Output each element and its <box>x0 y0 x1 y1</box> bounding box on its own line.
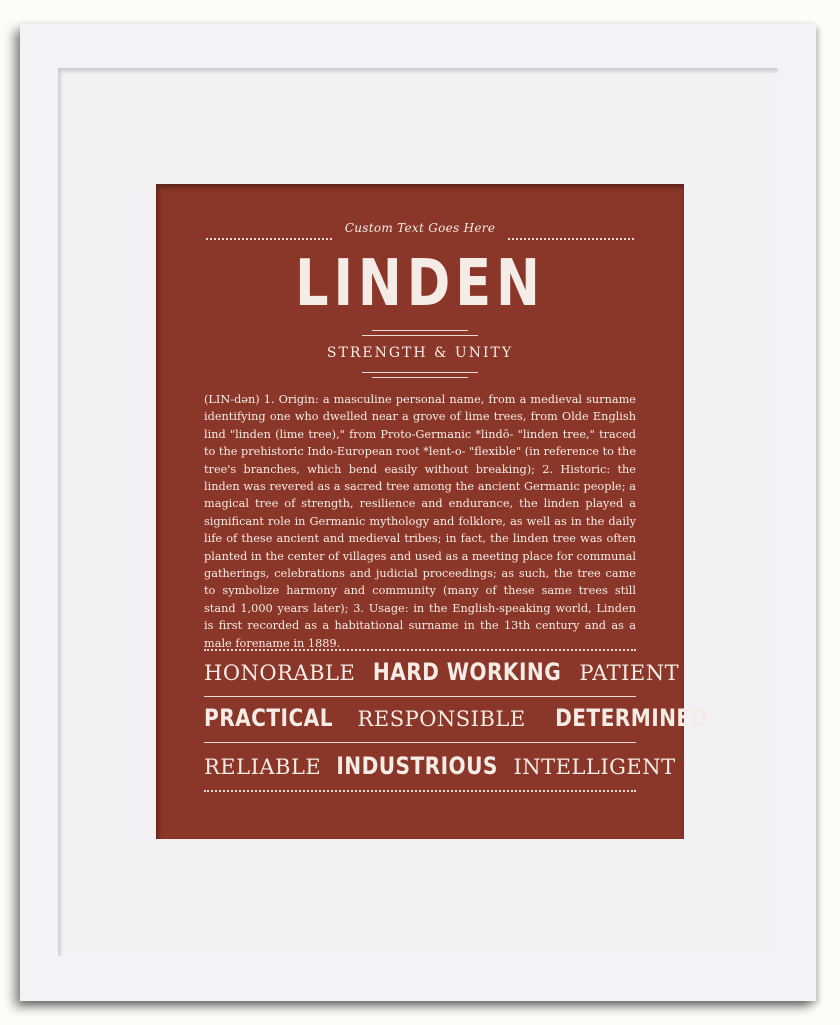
trait-word: INDUSTRIOUS <box>336 752 499 780</box>
meaning-rule-top <box>362 372 478 373</box>
trait-word: PATIENT <box>579 661 680 685</box>
trait-divider-2 <box>204 742 636 743</box>
meaning-rule-bottom <box>372 377 468 378</box>
tagline-left-dots <box>206 238 332 240</box>
traits-top-dots <box>204 649 636 651</box>
custom-tagline: Custom Text Goes Here <box>344 221 496 235</box>
name-print-panel <box>156 184 708 839</box>
title-rule-bottom <box>362 335 478 336</box>
tagline-right-dots <box>508 238 634 240</box>
trait-word: HARD WORKING <box>373 658 562 686</box>
title-rule-top <box>372 330 468 331</box>
trait-word: HONORABLE <box>204 661 356 685</box>
trait-word: DETERMINED <box>554 704 708 732</box>
trait-word: PRACTICAL <box>204 704 333 732</box>
trait-word: INTELLIGENT <box>513 755 676 779</box>
trait-row-3 <box>204 752 676 780</box>
name-title: LINDEN <box>295 247 545 321</box>
trait-row-1 <box>204 658 680 686</box>
trait-word: RELIABLE <box>204 755 322 779</box>
name-meaning: STRENGTH & UNITY <box>326 345 514 361</box>
trait-row-2 <box>204 704 708 732</box>
trait-divider-1 <box>204 696 636 697</box>
traits-bottom-dots <box>204 790 636 792</box>
name-definition: (LIN-dən) 1. Origin: a masculine personal name, from a medieval surname identifying one who dwelled near a grove of lime trees, from Olde English lind "linden (lime tree)," from Proto-Germanic *lindō- "linden tree," traced to the prehistoric Indo-European root *lent-o- "flexible" (in reference to the tree's branches, which bend easily without breaking); 2. Historic: the linden was revered as a sacred tree among the ancient Germanic people; a magical tree of strength, resilience and endurance, the linden played a significant role in Germanic mythology and folklore, as well as in the daily life of these ancient and medieval tribes; in fact, the linden tree was often planted in the center of villages and used as a meeting place for communal gatherings, celebrations and judicial proceedings; as such, the tree came to symbolize harmony and community (many of these same trees still stand 1,000 years later); 3. Usage: in the English-speaking world, Linden is first recorded as a habitational surname in the 13th century and as a male forename in 1889. <box>204 393 637 650</box>
trait-word: RESPONSIBLE <box>357 707 526 731</box>
